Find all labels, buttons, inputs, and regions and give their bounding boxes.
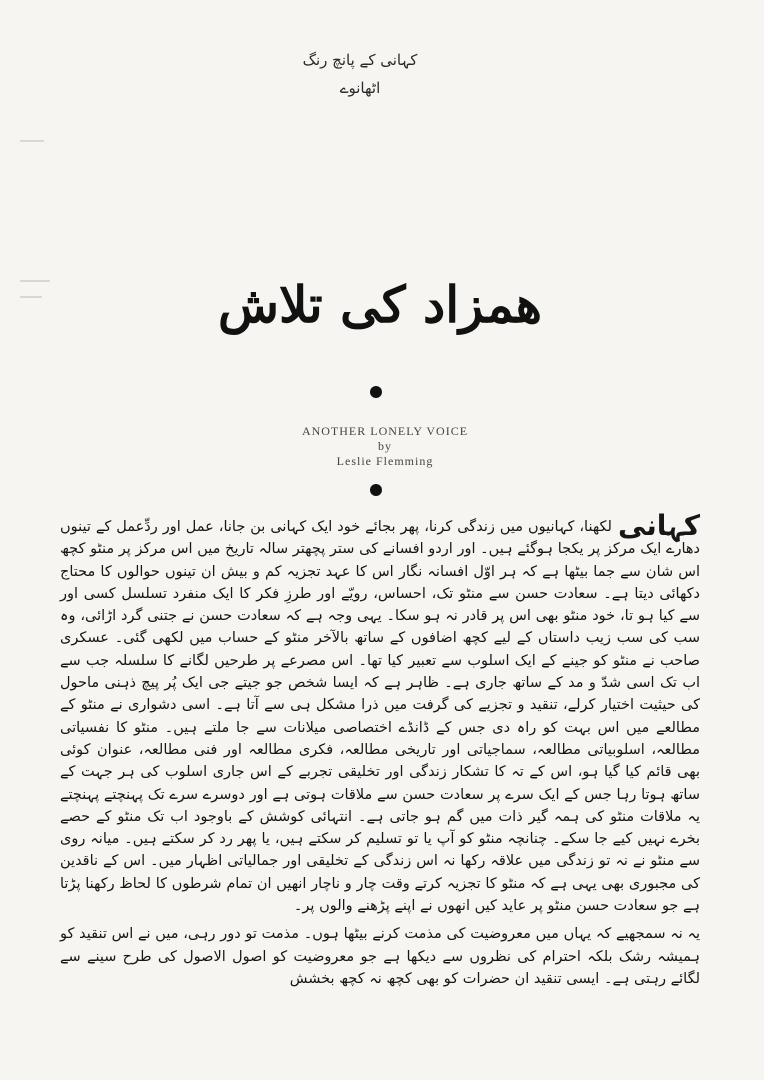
author-name: Leslie Flemming bbox=[336, 454, 434, 468]
byline bbox=[240, 424, 530, 469]
article-title: ھمزاد کی تلاش bbox=[217, 275, 543, 334]
lead-word: کہانی bbox=[617, 509, 700, 542]
scan-artifact-marks bbox=[20, 130, 60, 310]
page-header bbox=[250, 46, 470, 102]
paragraph-text: یہ نہ سمجھیے کہ یہاں میں معروضیت کی مذمت کرنے بیٹھا ہوں۔ مذمت تو دور رہی، میں نے اس تنقید کو ہمیشہ رشک بلکہ احترام کی نظروں سے دیکھا ہے جو معروضیت کو اصول الاصول کی طرح سینے سے لگائے رہتی ہے۔ ایسی تنقید ان حضرات کو بھی کچھ نہ کچھ بخشش bbox=[60, 926, 700, 987]
english-title: ANOTHER LONELY VOICE bbox=[301, 424, 469, 438]
article-body bbox=[60, 509, 700, 990]
paragraph bbox=[60, 923, 700, 990]
paragraph bbox=[60, 509, 700, 917]
separator-dot bbox=[370, 484, 382, 496]
separator-dot bbox=[370, 386, 382, 398]
byline-by: by bbox=[378, 439, 392, 453]
header-book-title: کہانی کے پانچ رنگ bbox=[302, 51, 418, 69]
paragraph-text: لکھنا، کہانیوں میں زندگی کرنا، پھر بجائے خود ایک کہانی بن جانا، عمل اور ردِّعمل کے تینوں دھارے ایک مرکز پر یکجا ہوگئے ہیں۔ اور اردو افسانے کی ستر پچھتر سالہ تاریخ میں اس مرکز پر منٹو کچھ اس شان سے جما بیٹھا ہے کہ ہر اوّل افسانہ نگار اس کا عہد تجزیہ کم و بیش ان تینوں حوالوں کا محتاج دکھائی دیتا ہے۔ سعادت حسن سے منٹو تک، احساس، رویّے اور طرزِ فکر کا ایک منفرد تسلسل کسی اور سے کیا ہو تا، خود منٹو بھی اس پر قادر نہ ہو سکا۔ یہی وجہ ہے کہ سعادت حسن نے جتنی گرد اڑائی، وہ سب کی سب زیب داستاں کے لیے کچھ اضافوں کے ساتھ بالآخر منٹو کے حساب میں لکھی گئی۔ عسکری صاحب نے منٹو کو جینے کے ایک اسلوب سے تعبیر کیا تھا۔ اس مصرعے پر طرحیں لگانے کا سلسلہ جب سے اب تک اسی شدّ و مد کے ساتھ جاری ہے۔ ظاہر ہے کہ ایسا شخص جو جیتے جی ایک پُر پیچ ذہنی ماحول کی حیثیت اختیار کرلے، تنقید و تجزیے کی گرفت میں ذرا مشکل ہی سے آتا ہے۔ اسی دشواری نے منٹو کے مطالعے میں اس بہت کو راہ دی جس کے ڈانڈے اختصاصی میلانات سے جا ملتے ہیں۔ منٹو کا نفسیاتی مطالعہ، اسلوبیاتی مطالعہ، سماجیاتی اور تاریخی مطالعہ، فکری مطالعہ اور فنی مطالعہ، عنوان کوئی بھی قائم کیا گیا ہو، اس کے تہ کا تشکار زندگی اور تخلیقی تجربے کے اس جاری اسلوب کی ہر جہت کے ساتھ ہوتا رہا جس کے ایک سرے پر سعادت حسن سے ملاقات ہوتی ہے اور دوسرے سرے تک پہنچتے پہنچتے یہ ملاقات منٹو کی ہمہ گیر ذات میں گم ہو جاتی ہے۔ انتہائی کوشش کے باوجود اب تک منٹو کے حصے بخرے نہیں کیے جا سکے۔ چنانچہ منٹو کو آپ یا تو تسلیم کر سکتے ہیں، یا پھر رد کر سکتے ہیں۔ میانہ روی سے منٹو نے نہ تو زندگی میں علاقہ رکھا نہ اس زندگی کے تخلیقی اور جمالیاتی اظہار میں۔ اس کے ناقدین کی مجبوری بھی یہی ہے کہ منٹو کا تجزیہ کرتے وقت چار و ناچار انھیں ان تمام شرطوں کا لحاظ رکھنا پڑتا ہے جو سعادت حسن منٹو پر عاید کیں انھوں نے اپنے پڑھنے والوں پر۔ bbox=[60, 519, 700, 915]
header-page-number: اٹھانوے bbox=[339, 79, 381, 97]
